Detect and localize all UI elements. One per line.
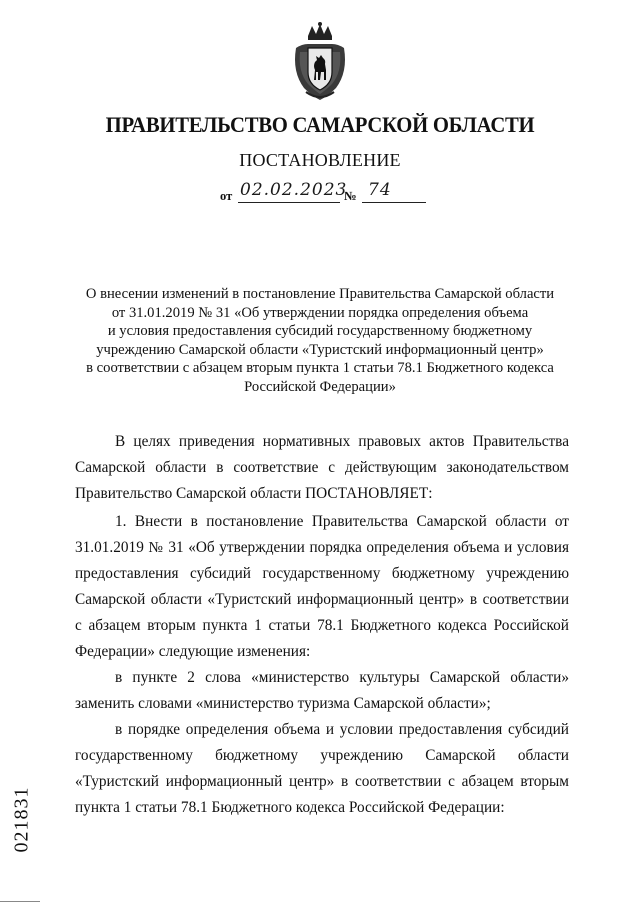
body-line: заменить словами «министерство туризма Самарской области»; (75, 695, 491, 712)
number-underline (362, 202, 426, 203)
body-line: государственному бюджетному учреждению Самарской области (75, 747, 569, 764)
body-line: Федерации» следующие изменения: (75, 643, 311, 660)
date-number-line (210, 180, 450, 206)
subject-line: Российской Федерации» (244, 378, 396, 395)
body-line: 31.01.2019 № 31 «Об утверждении порядка определения объема и условия (75, 539, 569, 556)
coat-of-arms-icon (288, 22, 352, 102)
body-line: в пункте 2 слова «министерство культуры Самарской области» (115, 669, 569, 686)
handwritten-number: 74 (368, 180, 392, 200)
body-line: Самарской области «Туристский информационный центр» в соответствии (75, 591, 569, 608)
government-title: ПРАВИТЕЛЬСТВО САМАРСКОЙ ОБЛАСТИ (105, 112, 535, 137)
document-serial-number: 021831 (10, 786, 33, 853)
body-line: 1. Внести в постановление Правительства Самарской области от (115, 513, 569, 530)
body-line: Правительство Самарской области ПОСТАНОВЛЯЕТ: (75, 485, 433, 502)
subject-line: от 31.01.2019 № 31 «Об утверждении порядка определения объема (111, 304, 529, 321)
number-prefix: № (344, 189, 357, 203)
body-line: пункта 1 статьи 78.1 Бюджетного кодекса Российской Федерации: (75, 799, 505, 816)
body-line: в порядке определения объема и условии предоставления субсидий (115, 721, 569, 738)
body-line: В целях приведения нормативных правовых актов Правительства (115, 433, 569, 450)
body-line: Самарской области в соответствие с действующим законодательством (75, 459, 569, 476)
date-prefix: от (220, 189, 233, 203)
subject-line: и условия предоставления субсидий государственному бюджетному (107, 323, 533, 340)
subject-line: в соответствии с абзацем вторым пункта 1 статьи 78.1 Бюджетного кодекса (86, 360, 554, 377)
subject-line: учреждению Самарской области «Туристский информационный центр» (96, 341, 544, 358)
body-line: предоставления субсидий государственному бюджетному учреждению (75, 565, 569, 582)
document-type: ПОСТАНОВЛЕНИЕ (239, 150, 401, 170)
body-line: «Туристский информационный центр» в соответствии с абзацем вторым (75, 773, 569, 790)
body-line: с абзацем вторым пункта 1 статьи 78.1 Бюджетного кодекса Российской (75, 617, 569, 634)
bottom-divider (0, 901, 40, 902)
subject-block (70, 285, 570, 397)
date-underline (238, 202, 340, 203)
subject-line: О внесении изменений в постановление Правительства Самарской области (85, 286, 555, 302)
handwritten-date: 02.02.2023 (240, 180, 348, 200)
